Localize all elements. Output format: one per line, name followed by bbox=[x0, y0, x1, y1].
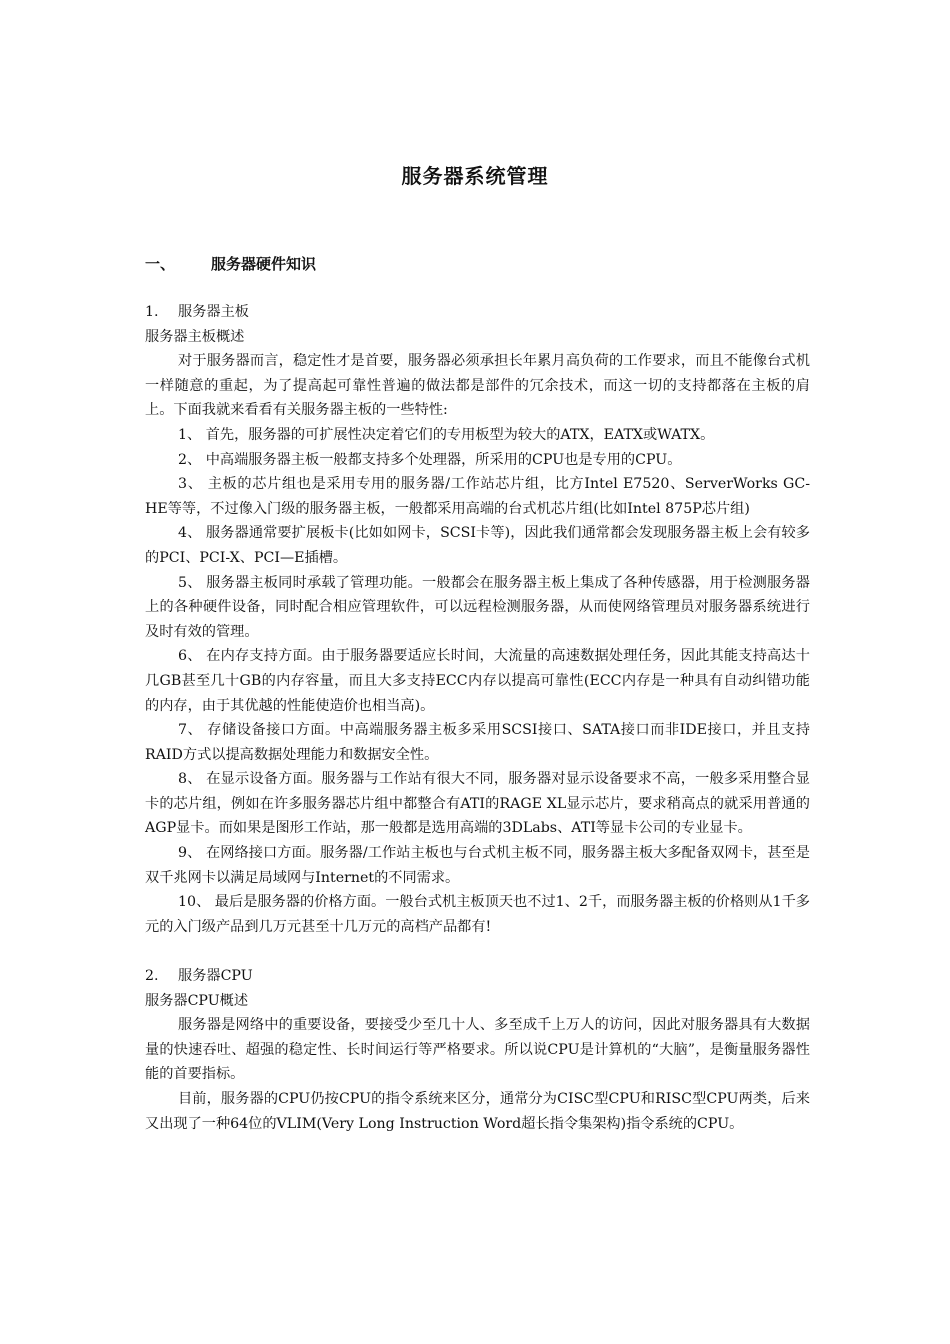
part1-item: 1、 首先，服务器的可扩展性决定着它们的专用板型为较大的ATX，EATX或WATX。 bbox=[178, 426, 715, 443]
part1-item: 6、 在内存支持方面。由于服务器要适应长时间，大流量的高速数据处理任务，因此其能支持高达十几GB甚至几十GB的内存容量，而且大多支持ECC内存以提高可靠性(ECC内存是一种具有自动纠错功能的内存，由于其优越的性能使造价也相当高)。 bbox=[145, 648, 810, 714]
part1-item: 2、 中高端服务器主板一般都支持多个处理器，所采用的CPU也是专用的CPU。 bbox=[178, 451, 682, 468]
document-body bbox=[145, 300, 810, 1136]
part1-title-text: 服务器主板 bbox=[178, 304, 249, 320]
part2-title bbox=[145, 964, 810, 989]
section-heading-text: 服务器硬件知识 bbox=[211, 255, 317, 273]
section-heading bbox=[145, 253, 316, 274]
part1-item: 4、 服务器通常要扩展板卡(比如如网卡，SCSI卡等)，因此我们通常都会发现服务器主板上会有较多的PCI、PCI-X、PCI—E插槽。 bbox=[145, 525, 810, 566]
part1-item: 7、 存储设备接口方面。中高端服务器主板多采用SCSI接口、SATA接口而非IDE接口，并且支持RAID方式以提高数据处理能力和数据安全性。 bbox=[145, 722, 810, 763]
document-title: 服务器系统管理 bbox=[401, 164, 549, 188]
part1-subtitle: 服务器主板概述 bbox=[145, 328, 245, 345]
part1-number: 1. bbox=[145, 304, 159, 320]
part1-item: 10、 最后是服务器的价格方面。一般台式机主板顶天也不过1、2千，而服务器主板的价格则从1千多元的入门级产品到几万元甚至十几万元的高档产品都有! bbox=[145, 894, 810, 935]
part2-number: 2. bbox=[145, 968, 159, 985]
part1-title bbox=[145, 300, 810, 325]
part1-item: 5、 服务器主板同时承载了管理功能。一般都会在服务器主板上集成了各种传感器，用于检测服务器上的各种硬件设备，同时配合相应管理软件，可以远程检测服务器，从而使网络管理员对服务器系统进行及时有效的管理。 bbox=[145, 574, 810, 640]
part1-intro-paragraph: 对于服务器而言，稳定性才是首要，服务器必须承担长年累月高负荷的工作要求，而且不能像台式机一样随意的重起，为了提高起可靠性普遍的做法都是部件的冗余技术，而这一切的支持都落在主板的肩上。下面我就来看看有关服务器主板的一些特性: bbox=[145, 353, 810, 419]
part2-subtitle: 服务器CPU概述 bbox=[145, 992, 249, 1009]
part2-paragraph: 目前，服务器的CPU仍按CPU的指令系统来区分，通常分为CISC型CPU和RISC型CPU两类，后来又出现了一种64位的VLIM(Very Long Instruction Word超长指令集架构)指令系统的CPU。 bbox=[145, 1091, 810, 1132]
paragraph-gap bbox=[145, 939, 810, 964]
section-number: 一、 bbox=[145, 255, 176, 273]
part1-item: 9、 在网络接口方面。服务器/工作站主板也与台式机主板不同，服务器主板大多配备双网卡，甚至是双千兆网卡以满足局域网与Internet的不同需求。 bbox=[145, 845, 810, 886]
part1-item: 8、 在显示设备方面。服务器与工作站有很大不同，服务器对显示设备要求不高，一般多采用整合显卡的芯片组，例如在许多服务器芯片组中都整合有ATI的RAGE XL显示芯片，要求稍高点的就采用普通的AGP显卡。而如果是图形工作站，那一般都是选用高端的3DLabs、ATI等显卡公司的专业显卡。 bbox=[145, 771, 810, 837]
part2-paragraph: 服务器是网络中的重要设备，要接受少至几十人、多至成千上万人的访问，因此对服务器具有大数据量的快速吞吐、超强的稳定性、长时间运行等严格要求。所以说CPU是计算机的“大脑”，是衡量服务器性能的首要指标。 bbox=[145, 1017, 810, 1083]
part1-item: 3、 主板的芯片组也是采用专用的服务器/工作站芯片组，比方Intel E7520、ServerWorks GC-HE等等，不过像入门级的服务器主板，一般都采用高端的台式机芯片组(比如Intel 875P芯片组) bbox=[145, 476, 810, 517]
part2-title-text: 服务器CPU bbox=[178, 968, 253, 985]
